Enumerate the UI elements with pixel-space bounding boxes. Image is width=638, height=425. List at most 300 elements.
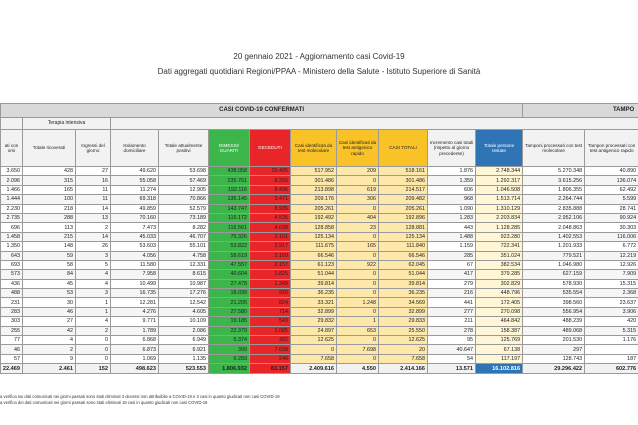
col-header-ti-totale: Totale ricoverati bbox=[23, 130, 76, 167]
table-cell: 436 bbox=[1, 279, 23, 288]
col-header-isolamento: Isolamento domiciliare bbox=[111, 130, 159, 167]
table-cell: 12.905 bbox=[159, 185, 209, 194]
table-cell: 39.814 bbox=[379, 279, 428, 288]
table-cell: 158.387 bbox=[476, 326, 523, 335]
table-cell: 302.829 bbox=[476, 279, 523, 288]
table-row bbox=[1, 326, 638, 335]
table-cell: 77 bbox=[1, 336, 23, 345]
col-header-incremento: Incremento casi totali (rispetto al giorno precedente) bbox=[428, 130, 476, 167]
table-cell: 49.859 bbox=[111, 204, 159, 213]
total-cell: 16.102.816 bbox=[476, 364, 523, 374]
table-cell: 29.832 bbox=[291, 317, 337, 326]
table-cell: 1.359 bbox=[428, 176, 476, 185]
table-cell: 535.554 bbox=[523, 289, 585, 298]
table-cell: 9 bbox=[23, 354, 76, 363]
table-cell: 1.458 bbox=[1, 232, 23, 241]
table-cell: 1.090 bbox=[428, 204, 476, 213]
page-title: 20 gennaio 2021 - Aggiornamento casi Covid-19 bbox=[233, 52, 405, 61]
table-cell: 1.046.980 bbox=[523, 260, 585, 269]
table-cell: 0 bbox=[337, 336, 379, 345]
table-cell: 714 bbox=[250, 307, 291, 316]
table-cell: 518.161 bbox=[379, 167, 428, 176]
table-cell: 84 bbox=[23, 270, 76, 279]
table-cell: 5.315 bbox=[585, 326, 638, 335]
table-cell: 2.735 bbox=[1, 213, 23, 222]
table-cell: 7.473 bbox=[111, 223, 159, 232]
table-cell: 696 bbox=[1, 223, 23, 232]
table-cell: 40.604 bbox=[209, 270, 250, 279]
table-cell: 209 bbox=[337, 167, 379, 176]
table-cell: 1.176 bbox=[585, 336, 638, 345]
table-cell: 6.868 bbox=[111, 336, 159, 345]
table-cell: 3 bbox=[76, 289, 111, 298]
table-cell: 3.169 bbox=[250, 251, 291, 260]
table-cell: 488.239 bbox=[523, 317, 585, 326]
table-cell: 16 bbox=[76, 176, 111, 185]
table-cell: 0 bbox=[337, 176, 379, 185]
table-cell: 1.806.355 bbox=[523, 185, 585, 194]
total-cell: 29.296.422 bbox=[523, 364, 585, 374]
table-cell: 443 bbox=[428, 223, 476, 232]
table-cell: 125.134 bbox=[379, 232, 428, 241]
col-header-positivi: Totale attualmente positivi bbox=[159, 130, 209, 167]
table-row bbox=[1, 223, 638, 232]
table-cell: 573 bbox=[1, 270, 23, 279]
table-cell: 4.605 bbox=[159, 307, 209, 316]
table-cell: 46.707 bbox=[159, 232, 209, 241]
table-cell: 285 bbox=[428, 251, 476, 260]
table-cell: 7.909 bbox=[585, 270, 638, 279]
table-cell: 1 bbox=[76, 298, 111, 307]
table-cell: 4.276 bbox=[111, 307, 159, 316]
table-cell: 62.492 bbox=[585, 185, 638, 194]
table-cell: 205.261 bbox=[379, 204, 428, 213]
table-cell: 0 bbox=[337, 270, 379, 279]
table-cell: 135.145 bbox=[209, 195, 250, 204]
table-cell: 116.006 bbox=[585, 232, 638, 241]
table-cell: 69.318 bbox=[111, 195, 159, 204]
table-cell: 5 bbox=[76, 260, 111, 269]
table-cell: 1.159 bbox=[428, 242, 476, 251]
table-cell: 4.038 bbox=[250, 223, 291, 232]
table-cell: 39.814 bbox=[291, 279, 337, 288]
table-cell: 67 bbox=[428, 260, 476, 269]
table-cell: 27.478 bbox=[209, 279, 250, 288]
footnote-1: a verifica sui dati comunicati nei giorni passati sono stati eliminati 3 decessi non attribuibile a COVID-19 e 3 casi in quanto giudicati non casi COVID-19 bbox=[0, 394, 280, 399]
covid-data-table-wrapper bbox=[0, 103, 638, 374]
table-cell: 3.650 bbox=[1, 167, 23, 176]
table-cell: 1.201.933 bbox=[523, 242, 585, 251]
table-cell: 201.530 bbox=[523, 336, 585, 345]
table-cell: 57.469 bbox=[159, 176, 209, 185]
table-cell: 302 bbox=[250, 336, 291, 345]
table-cell: 45.033 bbox=[111, 232, 159, 241]
table-cell: 1.350 bbox=[1, 242, 23, 251]
table-cell: 14 bbox=[76, 204, 111, 213]
table-cell: 58 bbox=[23, 260, 76, 269]
table-cell: 488 bbox=[1, 289, 23, 298]
table-cell: 6.873 bbox=[111, 345, 159, 354]
table-cell: 922 bbox=[337, 260, 379, 269]
table-cell: 12.926 bbox=[585, 260, 638, 269]
table-cell: 4 bbox=[23, 336, 76, 345]
table-cell: 70.160 bbox=[111, 213, 159, 222]
table-cell: 517.952 bbox=[291, 167, 337, 176]
table-cell: 1.085 bbox=[250, 326, 291, 335]
table-cell: 1.248 bbox=[337, 298, 379, 307]
group-spacer-right bbox=[111, 118, 638, 130]
page-subtitle: Dati aggregati quotidiani Regioni/PPAA - Ministero della Salute - Istituto Superiore di Sanità bbox=[157, 67, 481, 76]
table-cell: 606 bbox=[428, 185, 476, 194]
table-cell: 165 bbox=[337, 242, 379, 251]
table-cell: 3.615.256 bbox=[523, 176, 585, 185]
table-cell: 111.840 bbox=[379, 242, 428, 251]
table-cell: 0 bbox=[76, 336, 111, 345]
table-cell: 2.952.106 bbox=[523, 213, 585, 222]
table-cell: 29.833 bbox=[379, 317, 428, 326]
table-cell: 0 bbox=[76, 354, 111, 363]
table-row bbox=[1, 354, 638, 363]
table-cell: 26 bbox=[76, 242, 111, 251]
col-header-dimessi: DIMESSI/ GUARITI bbox=[209, 130, 250, 167]
col-header-antigenico: Casi identificati da test antigenico rapido bbox=[337, 130, 379, 167]
table-cell: 1.789 bbox=[111, 326, 159, 335]
table-cell: 53.698 bbox=[159, 167, 209, 176]
total-cell: 2.409.616 bbox=[291, 364, 337, 374]
table-cell: 428 bbox=[23, 167, 76, 176]
table-cell: 165 bbox=[23, 185, 76, 194]
table-cell: 5.270.348 bbox=[523, 167, 585, 176]
table-cell: 2.835.888 bbox=[523, 204, 585, 213]
table-cell: 172.405 bbox=[476, 298, 523, 307]
table-cell: 49.620 bbox=[111, 167, 159, 176]
table-cell: 128.858 bbox=[291, 223, 337, 232]
table-cell: 51.044 bbox=[379, 270, 428, 279]
table-cell: 12.281 bbox=[111, 298, 159, 307]
table-cell: 288 bbox=[23, 213, 76, 222]
table-cell: 578.930 bbox=[523, 279, 585, 288]
table-cell: 46 bbox=[1, 345, 23, 354]
table-cell: 3.906 bbox=[585, 307, 638, 316]
table-cell: 214.517 bbox=[379, 185, 428, 194]
total-cell: 152 bbox=[76, 364, 111, 374]
table-cell: 46 bbox=[23, 307, 76, 316]
table-cell: 283 bbox=[1, 307, 23, 316]
table-cell: 62.045 bbox=[379, 260, 428, 269]
table-cell: 8.935 bbox=[250, 204, 291, 213]
table-cell: 627.159 bbox=[523, 270, 585, 279]
table-cell: 36.235 bbox=[291, 289, 337, 298]
table-cell: 2.203.834 bbox=[476, 213, 523, 222]
table-cell: 1.069 bbox=[111, 354, 159, 363]
table-row bbox=[1, 260, 638, 269]
table-cell: 30 bbox=[23, 298, 76, 307]
col-header-molecolare: Casi identificati da test molecolare bbox=[291, 130, 337, 167]
table-cell: 722.341 bbox=[476, 242, 523, 251]
footnotes bbox=[0, 394, 638, 406]
total-cell: 1.806.932 bbox=[209, 364, 250, 374]
table-cell: 2.157 bbox=[250, 260, 291, 269]
table-cell: 315 bbox=[23, 176, 76, 185]
table-cell: 148 bbox=[23, 242, 76, 251]
table-cell: 2.086 bbox=[159, 326, 209, 335]
table-cell: 54 bbox=[428, 354, 476, 363]
table-cell: 209.482 bbox=[379, 195, 428, 204]
table-cell: 382.534 bbox=[476, 260, 523, 269]
table-header-row bbox=[1, 130, 638, 167]
table-cell: 211 bbox=[428, 317, 476, 326]
band-label: CASI COVID-19 CONFERMATI bbox=[1, 104, 523, 118]
table-cell: 11.274 bbox=[111, 185, 159, 194]
table-cell: 2.368 bbox=[585, 289, 638, 298]
table-cell: 55.101 bbox=[159, 242, 209, 251]
table-cell: 19.185 bbox=[209, 317, 250, 326]
total-cell: 523.553 bbox=[159, 364, 209, 374]
table-cell: 8.282 bbox=[159, 223, 209, 232]
table-cell: 10.987 bbox=[159, 279, 209, 288]
table-cell: 1.513.714 bbox=[476, 195, 523, 204]
table-cell: 7.698 bbox=[250, 345, 291, 354]
table-cell: 643 bbox=[1, 251, 23, 260]
table-cell: 9.771 bbox=[111, 317, 159, 326]
table-cell: 73.189 bbox=[159, 213, 209, 222]
table-cell: 0 bbox=[337, 232, 379, 241]
table-cell: 27 bbox=[23, 317, 76, 326]
group-spacer bbox=[1, 118, 23, 130]
table-cell: 420 bbox=[585, 317, 638, 326]
table-row bbox=[1, 317, 638, 326]
table-cell: 187 bbox=[585, 354, 638, 363]
table-cell: 0 bbox=[337, 204, 379, 213]
table-cell: 279 bbox=[428, 279, 476, 288]
table-cell: 301.486 bbox=[291, 176, 337, 185]
table-cell: 0 bbox=[337, 307, 379, 316]
table-cell: 7.698 bbox=[337, 345, 379, 354]
table-cell: 52.579 bbox=[159, 204, 209, 213]
table-cell: 25.550 bbox=[379, 326, 428, 335]
table-cell: 923.280 bbox=[476, 232, 523, 241]
table-cell: 1.825 bbox=[250, 270, 291, 279]
table-cell: 27 bbox=[76, 167, 111, 176]
totals-row bbox=[1, 364, 638, 374]
table-cell: 297 bbox=[523, 345, 585, 354]
total-cell: 4.550 bbox=[337, 364, 379, 374]
table-cell: 30.303 bbox=[585, 223, 638, 232]
table-row bbox=[1, 270, 638, 279]
table-cell: 23.637 bbox=[585, 298, 638, 307]
table-cell: 231 bbox=[1, 298, 23, 307]
table-cell: 16.735 bbox=[111, 289, 159, 298]
table-cell: 20 bbox=[379, 345, 428, 354]
table-cell: 53 bbox=[23, 289, 76, 298]
col-header-ricoverati: ati con omi bbox=[1, 130, 23, 167]
table-cell: 14 bbox=[76, 232, 111, 241]
table-cell: 128.881 bbox=[379, 223, 428, 232]
table-cell: 6.949 bbox=[159, 336, 209, 345]
table-cell: 51.044 bbox=[291, 270, 337, 279]
table-cell: 67.138 bbox=[476, 345, 523, 354]
table-cell: 32.899 bbox=[291, 307, 337, 316]
table-cell: 3 bbox=[76, 251, 111, 260]
table-cell: 2 bbox=[23, 345, 76, 354]
total-cell: 602.776 bbox=[585, 364, 638, 374]
table-cell: 779.521 bbox=[523, 251, 585, 260]
table-cell: 4 bbox=[76, 279, 111, 288]
table-cell: 399 bbox=[209, 345, 250, 354]
total-cell: 2.414.166 bbox=[379, 364, 428, 374]
table-cell: 12.625 bbox=[379, 336, 428, 345]
table-cell: 920 bbox=[250, 289, 291, 298]
table-cell: 0 bbox=[337, 354, 379, 363]
col-header-casi-totali: CASI TOTALI bbox=[379, 130, 428, 167]
table-cell: 113 bbox=[23, 223, 76, 232]
table-cell: 7.658 bbox=[291, 354, 337, 363]
table-cell: 1.402.553 bbox=[523, 232, 585, 241]
table-cell: 125.769 bbox=[476, 336, 523, 345]
table-cell: 215 bbox=[23, 232, 76, 241]
table-cell: 213.898 bbox=[291, 185, 337, 194]
table-cell: 12.219 bbox=[585, 251, 638, 260]
covid-data-table bbox=[0, 103, 638, 374]
table-cell: 90.924 bbox=[585, 213, 638, 222]
table-cell: 24.897 bbox=[291, 326, 337, 335]
table-cell: 66.546 bbox=[379, 251, 428, 260]
table-cell: 47.557 bbox=[209, 260, 250, 269]
table-cell: 441 bbox=[428, 298, 476, 307]
table-cell: 968 bbox=[428, 195, 476, 204]
table-cell: 1.444 bbox=[1, 195, 23, 204]
table-cell: 100 bbox=[23, 195, 76, 204]
table-cell: 95 bbox=[428, 336, 476, 345]
table-cell: 556.954 bbox=[523, 307, 585, 316]
table-cell: 404 bbox=[337, 213, 379, 222]
table-cell: 2.048.863 bbox=[523, 223, 585, 232]
table-cell: 0 bbox=[291, 345, 337, 354]
table-cell: 417 bbox=[428, 270, 476, 279]
table-cell: 1.466 bbox=[1, 185, 23, 194]
table-cell: 301.486 bbox=[379, 176, 428, 185]
table-cell: 192.896 bbox=[379, 213, 428, 222]
table-cell: 3.471 bbox=[250, 195, 291, 204]
table-cell: 23 bbox=[337, 223, 379, 232]
table-cell: 26.405 bbox=[250, 167, 291, 176]
table-cell: 58.619 bbox=[209, 251, 250, 260]
band-right-label: TAMPO bbox=[523, 104, 638, 118]
table-row bbox=[1, 176, 638, 185]
table-cell: 10.499 bbox=[111, 279, 159, 288]
table-cell: 1.488 bbox=[428, 232, 476, 241]
table-cell: 351.024 bbox=[476, 251, 523, 260]
table-cell: 18.039 bbox=[209, 289, 250, 298]
table-cell: 45 bbox=[23, 279, 76, 288]
table-cell: 7.958 bbox=[111, 270, 159, 279]
table-cell: 489.068 bbox=[523, 326, 585, 335]
table-cell: 117.197 bbox=[476, 354, 523, 363]
footnote-2: a verifica dei dati comunicati nei giorni passati sono stati eliminati 19 casi in quanto giudicati non casi COVID-19 bbox=[0, 400, 208, 405]
table-cell: 4.758 bbox=[159, 251, 209, 260]
table-cell: 1.349 bbox=[250, 279, 291, 288]
table-cell: 448.796 bbox=[476, 289, 523, 298]
table-row bbox=[1, 213, 638, 222]
table-cell: 70.866 bbox=[159, 195, 209, 204]
table-cell: 278 bbox=[428, 326, 476, 335]
table-band-row bbox=[1, 104, 638, 118]
table-cell: 306 bbox=[337, 195, 379, 204]
table-cell: 12.542 bbox=[159, 298, 209, 307]
table-cell: 34.569 bbox=[379, 298, 428, 307]
table-cell: 824 bbox=[250, 298, 291, 307]
table-cell: 32.899 bbox=[379, 307, 428, 316]
table-cell: 0 bbox=[337, 289, 379, 298]
table-cell: 2.917 bbox=[250, 242, 291, 251]
table-cell: 464.842 bbox=[476, 317, 523, 326]
table-cell: 33.321 bbox=[291, 298, 337, 307]
table-cell: 218 bbox=[23, 204, 76, 213]
table-cell: 42 bbox=[23, 326, 76, 335]
table-cell: 66.546 bbox=[291, 251, 337, 260]
table-cell: 255 bbox=[1, 326, 23, 335]
table-cell: 1.876 bbox=[428, 167, 476, 176]
table-cell: 125.134 bbox=[291, 232, 337, 241]
table-cell: 115.172 bbox=[209, 213, 250, 222]
table-cell: 1 bbox=[337, 317, 379, 326]
table-cell: 3.101 bbox=[250, 232, 291, 241]
total-cell: 22.469 bbox=[1, 364, 23, 374]
table-cell: 438.058 bbox=[209, 167, 250, 176]
table-cell: 12.625 bbox=[291, 336, 337, 345]
table-cell: 2.748.344 bbox=[476, 167, 523, 176]
table-cell: 17.276 bbox=[159, 289, 209, 298]
table-row bbox=[1, 336, 638, 345]
table-cell: 4 bbox=[76, 317, 111, 326]
table-row bbox=[1, 185, 638, 194]
table-cell: 75.326 bbox=[209, 232, 250, 241]
table-cell: 653 bbox=[337, 326, 379, 335]
table-cell: 619 bbox=[337, 185, 379, 194]
col-header-tamponi-ant: Tampon processati con test antigenico rapido bbox=[585, 130, 638, 167]
table-cell: 8.256 bbox=[250, 176, 291, 185]
table-cell: 12.331 bbox=[159, 260, 209, 269]
table-cell: 36.235 bbox=[379, 289, 428, 298]
table-cell: 0 bbox=[337, 279, 379, 288]
table-cell: 116.561 bbox=[209, 223, 250, 232]
table-cell: 53.822 bbox=[209, 242, 250, 251]
table-cell: 6.921 bbox=[159, 345, 209, 354]
table-cell: 15.315 bbox=[585, 279, 638, 288]
table-row bbox=[1, 307, 638, 316]
table-cell: 0 bbox=[337, 251, 379, 260]
table-cell: 57 bbox=[1, 354, 23, 363]
table-cell: 1.128.285 bbox=[476, 223, 523, 232]
table-cell: 2 bbox=[76, 326, 111, 335]
total-cell: 2.461 bbox=[23, 364, 76, 374]
table-cell: 1.310.129 bbox=[476, 204, 523, 213]
table-row bbox=[1, 298, 638, 307]
table-cell: 13 bbox=[76, 213, 111, 222]
table-cell: 0 bbox=[76, 345, 111, 354]
col-header-tamponi-mol: Tamponi processati con test molecolare bbox=[523, 130, 585, 167]
col-header-deceduti: DECEDUTI bbox=[250, 130, 291, 167]
table-cell: 6.283 bbox=[209, 354, 250, 363]
table-cell: 693 bbox=[1, 260, 23, 269]
table-cell: 6.772 bbox=[585, 242, 638, 251]
table-cell: 205.261 bbox=[291, 204, 337, 213]
table-cell: 235.761 bbox=[209, 176, 250, 185]
table-cell: 27.580 bbox=[209, 307, 250, 316]
table-cell: 1.135 bbox=[159, 354, 209, 363]
group-label-terapia: Terapia intensiva bbox=[23, 118, 111, 130]
table-row bbox=[1, 251, 638, 260]
